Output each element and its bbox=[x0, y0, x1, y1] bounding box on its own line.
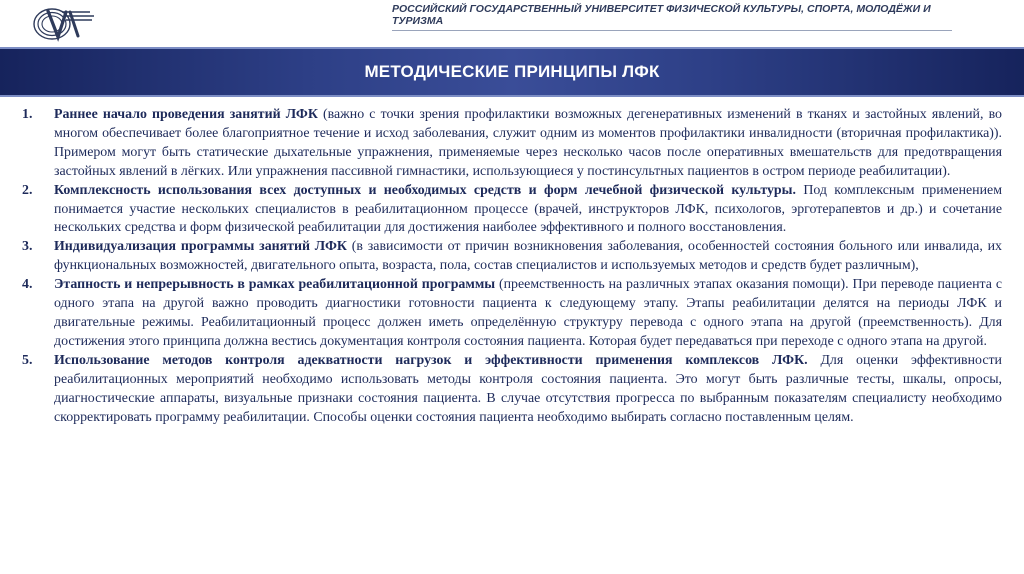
item-text: (в зависимости от причин возникновения заболевания, особенностей состояния больного или инвалида, их функциональных возможностей, двигательного опыта, возраста, пола, состав специалистов и используемых методов и средств будет различным), bbox=[54, 239, 1002, 274]
item-body bbox=[54, 352, 1002, 428]
page-title: МЕТОДИЧЕСКИЕ ПРИНЦИПЫ ЛФК bbox=[364, 62, 660, 81]
header bbox=[0, 0, 1024, 46]
item-number: 1. bbox=[22, 107, 33, 122]
title-bar bbox=[0, 47, 1024, 97]
item-number: 2. bbox=[22, 182, 33, 198]
university-title: РОССИЙСКИЙ ГОСУДАРСТВЕННЫЙ УНИВЕРСИТЕТ ФИЗИЧЕСКОЙ КУЛЬТУРЫ, СПОРТА, МОЛОДЁЖИ И ТУРИЗМА bbox=[392, 3, 931, 27]
list-item bbox=[22, 276, 1002, 352]
item-lead: Индивидуализация программы занятий ЛФК bbox=[54, 239, 347, 255]
item-number: 4. bbox=[22, 277, 33, 293]
list-item bbox=[22, 352, 1002, 428]
list-item bbox=[22, 106, 1002, 182]
item-body bbox=[54, 276, 1002, 352]
list-item bbox=[22, 182, 1002, 239]
item-lead: Раннее начало проведения занятий ЛФК bbox=[54, 107, 318, 122]
item-number: 3. bbox=[22, 239, 33, 255]
principles-list bbox=[22, 106, 1002, 427]
item-body bbox=[54, 106, 1002, 182]
item-lead: Этапность и непрерывность в рамках реабилитационной программы bbox=[54, 277, 496, 293]
header-divider bbox=[392, 30, 952, 31]
item-lead: Комплексность использования всех доступных и необходимых средств и форм лечебной физической культуры. bbox=[54, 182, 796, 198]
item-body bbox=[54, 182, 1002, 239]
item-number: 5. bbox=[22, 352, 33, 368]
item-text: (преемственность на различных этапах оказания помощи). При переводе пациента с одного этапа на другой важно проводить диагностики готовности пациента к следующему этапу. Этапы реабилитации делятся на периоды ЛФК и двигательные режимы. Реабилитационный процесс должен иметь определённую структуру перевода с одного этапа на другой (преемственность). Для достижения этого принципа должна вестись документация контроля состояния пациента. Которая будет передаваться при переходе с одного этапа на другой. bbox=[54, 277, 1002, 349]
item-text: (важно с точки зрения профилактики возможных дегенеративных изменений в тканях и застойных явлений, во многом обеспечивает более благоприятное течение и исход заболевания, служит одним из моментов профилактики инвалидности (вторичная профилактика)). Примером могут быть статические дыхательные упражнения, применяемые через несколько часов после оперативных вмешательств для предотвращения застойных явлений в лёгких. Или упражнения пассивной гимнастики, использующиеся у постинсультных пациентов в остром периоде реабилитации). bbox=[54, 107, 1002, 179]
item-lead: Использование методов контроля адекватности нагрузок и эффективности применения комплексов ЛФК. bbox=[54, 352, 808, 368]
university-logo-icon bbox=[32, 6, 98, 42]
list-item bbox=[22, 238, 1002, 276]
item-text: Для оценки эффективности реабилитационных мероприятий необходимо использовать методы контроля состояния пациента. Это могут быть различные тесты, шкалы, опросы, диагностические аппараты, визуальные признаки состояния пациента. В случае отсутствия прогресса по выбранным показателям специалисту необходимо скорректировать программу реабилитации. Способы оценки состояния пациента необходимо выбирать согласно поставленным целям. bbox=[54, 352, 1002, 425]
item-text: Под комплексным применением понимается участие нескольких специалистов в реабилитационном процессе (врачей, инструкторов ЛФК, психологов, эрготерапевтов и др.) и сочетание нескольких средства и форм физической реабилитации для достижения наиболее эффективного и полного восстановления. bbox=[54, 182, 1003, 236]
item-body bbox=[54, 238, 1002, 276]
